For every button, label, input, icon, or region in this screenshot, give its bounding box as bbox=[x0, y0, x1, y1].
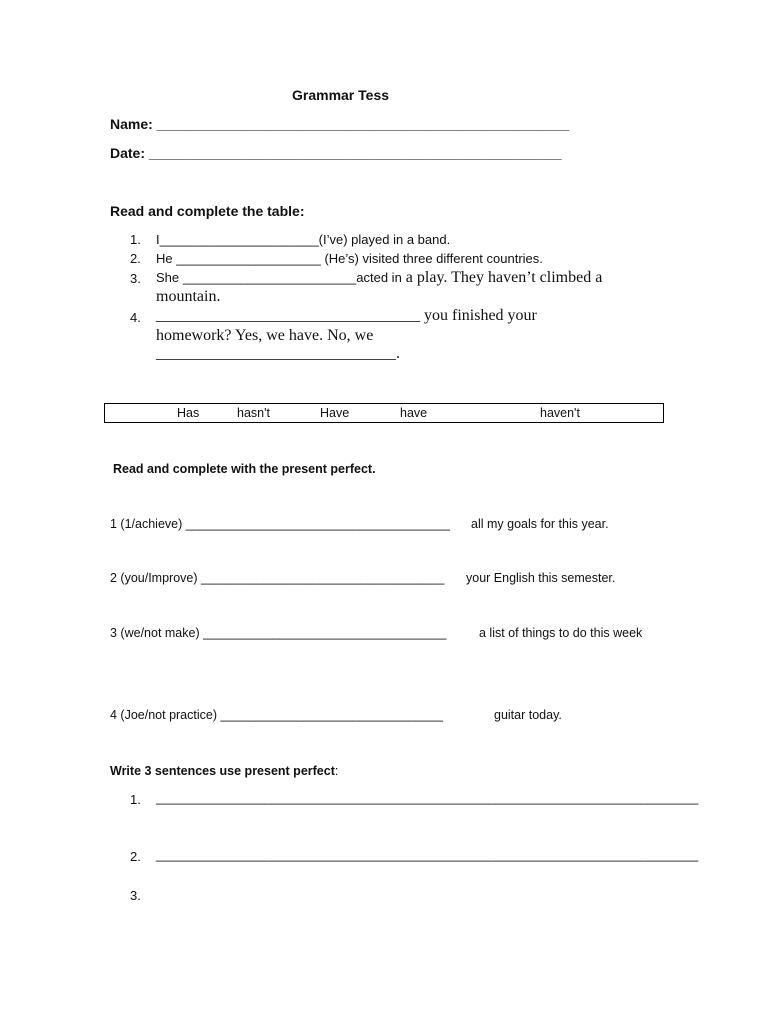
word-box-item: Have bbox=[320, 406, 350, 420]
word-box-item: hasn't bbox=[237, 406, 270, 420]
sentence-part: She ________________________acted in bbox=[156, 270, 402, 285]
item-number: 3. bbox=[130, 888, 141, 903]
writing-line[interactable]: ___________________________________________________________________________ bbox=[156, 847, 699, 862]
writing-line[interactable]: ___________________________________________________________________________ bbox=[156, 790, 699, 805]
fill-in-sentence[interactable]: _________________________________ you finished your bbox=[156, 307, 537, 324]
sentence-continuation[interactable]: ______________________________. bbox=[156, 345, 400, 362]
worksheet-title: Grammar Tess bbox=[292, 87, 390, 103]
sentence-continuation: homework? Yes, we have. No, we bbox=[156, 327, 374, 344]
word-box-item: have bbox=[400, 406, 428, 420]
section3-heading-text: Write 3 sentences use present perfect bbox=[110, 764, 335, 778]
item-number: 2. bbox=[130, 849, 141, 864]
word-box-item: haven't bbox=[540, 406, 580, 420]
exercise-tail: your English this semester. bbox=[466, 571, 616, 585]
date-field[interactable]: Date: _____________________________________________________ bbox=[110, 145, 562, 161]
section1-heading: Read and complete the table: bbox=[110, 203, 305, 219]
item-number: 1. bbox=[130, 232, 141, 247]
section2-heading: Read and complete with the present perfect. bbox=[113, 462, 376, 476]
item-number: 3. bbox=[130, 271, 141, 286]
exercise-tail: all my goals for this year. bbox=[471, 517, 609, 531]
exercise-tail: a list of things to do this week bbox=[479, 626, 643, 640]
item-number: 2. bbox=[130, 251, 141, 266]
exercise-prompt[interactable]: 1 (1/achieve) ______________________________________ bbox=[110, 517, 450, 531]
section3-heading-colon: : bbox=[334, 764, 339, 778]
fill-in-sentence[interactable] bbox=[156, 269, 602, 287]
section3-heading bbox=[110, 764, 338, 778]
word-box bbox=[104, 403, 664, 423]
exercise-prompt[interactable]: 2 (you/Improve) ___________________________________ bbox=[110, 571, 445, 585]
sentence-continuation: mountain. bbox=[156, 288, 221, 305]
fill-in-sentence[interactable]: He ____________________ (He’s) visited three different countries. bbox=[156, 251, 543, 266]
exercise-prompt[interactable]: 3 (we/not make) ___________________________________ bbox=[110, 626, 447, 640]
fill-in-sentence[interactable]: I______________________(I’ve) played in a band. bbox=[156, 232, 451, 247]
exercise-prompt[interactable]: 4 (Joe/not practice) ________________________________ bbox=[110, 708, 443, 722]
item-number: 4. bbox=[130, 310, 141, 325]
name-field[interactable]: Name: _____________________________________________________ bbox=[110, 116, 570, 132]
sentence-part: a play. They haven’t climbed a bbox=[401, 269, 603, 286]
exercise-tail: guitar today. bbox=[494, 708, 562, 722]
word-box-item: Has bbox=[177, 406, 200, 420]
item-number: 1. bbox=[130, 792, 141, 807]
